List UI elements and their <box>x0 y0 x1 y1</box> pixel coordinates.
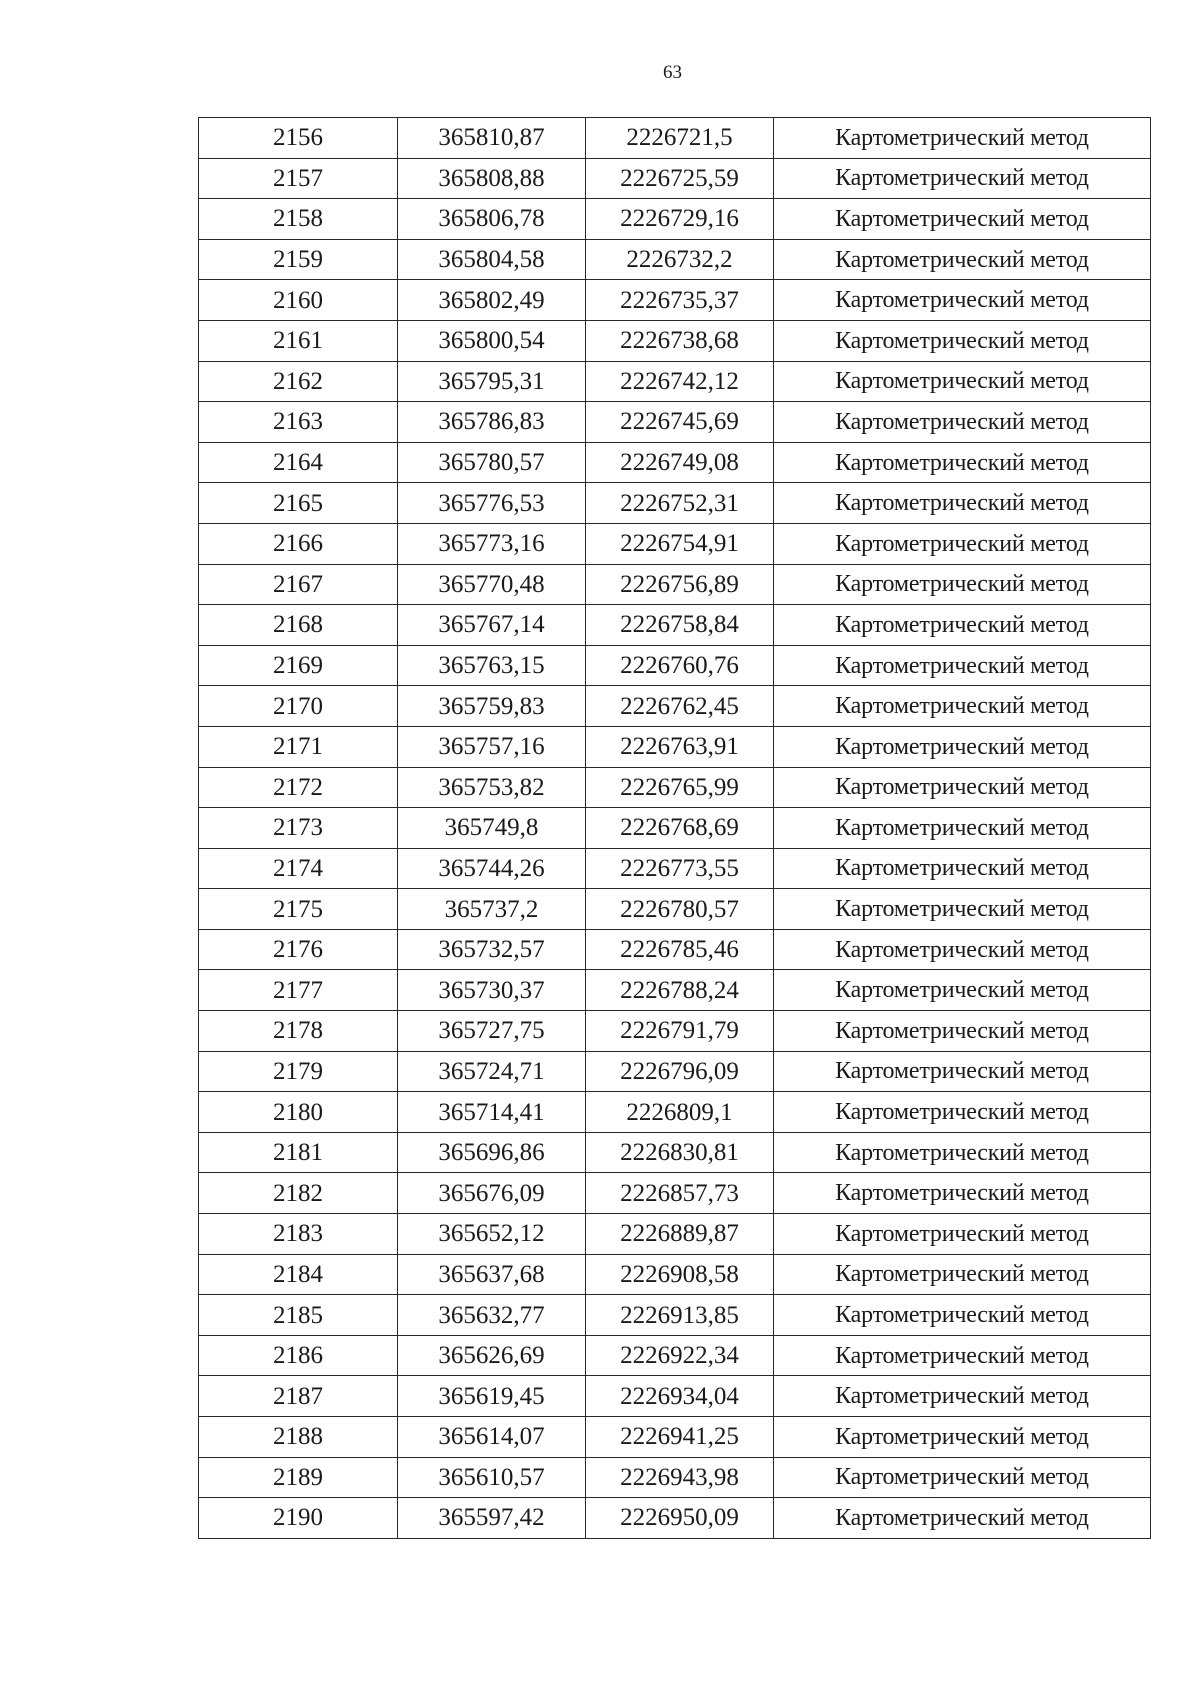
table-row <box>199 605 1151 646</box>
x-coordinate-cell: 365757,16 <box>398 726 586 767</box>
y-coordinate-cell: 2226756,89 <box>586 564 774 605</box>
x-coordinate-cell: 365696,86 <box>398 1132 586 1173</box>
y-coordinate-cell: 2226950,09 <box>586 1498 774 1539</box>
point-number-cell: 2176 <box>199 929 398 970</box>
coordinates-table <box>198 117 1151 1539</box>
y-coordinate-cell: 2226788,24 <box>586 970 774 1011</box>
point-number-cell: 2166 <box>199 523 398 564</box>
point-number-cell: 2167 <box>199 564 398 605</box>
table-row <box>199 280 1151 321</box>
method-cell: Картометрический метод <box>774 1173 1151 1214</box>
x-coordinate-cell: 365652,12 <box>398 1214 586 1255</box>
x-coordinate-cell: 365800,54 <box>398 320 586 361</box>
point-number-cell: 2187 <box>199 1376 398 1417</box>
method-cell: Картометрический метод <box>774 929 1151 970</box>
y-coordinate-cell: 2226941,25 <box>586 1417 774 1458</box>
table-row <box>199 970 1151 1011</box>
x-coordinate-cell: 365770,48 <box>398 564 586 605</box>
table-row <box>199 361 1151 402</box>
table-row <box>199 118 1151 159</box>
x-coordinate-cell: 365776,53 <box>398 483 586 524</box>
point-number-cell: 2172 <box>199 767 398 808</box>
y-coordinate-cell: 2226785,46 <box>586 929 774 970</box>
x-coordinate-cell: 365753,82 <box>398 767 586 808</box>
table-row <box>199 645 1151 686</box>
point-number-cell: 2179 <box>199 1051 398 1092</box>
y-coordinate-cell: 2226762,45 <box>586 686 774 727</box>
point-number-cell: 2168 <box>199 605 398 646</box>
x-coordinate-cell: 365759,83 <box>398 686 586 727</box>
point-number-cell: 2157 <box>199 158 398 199</box>
table-row <box>199 239 1151 280</box>
x-coordinate-cell: 365737,2 <box>398 889 586 930</box>
table-row <box>199 158 1151 199</box>
method-cell: Картометрический метод <box>774 523 1151 564</box>
table-row <box>199 1092 1151 1133</box>
table-row <box>199 1335 1151 1376</box>
point-number-cell: 2189 <box>199 1457 398 1498</box>
point-number-cell: 2156 <box>199 118 398 159</box>
point-number-cell: 2162 <box>199 361 398 402</box>
method-cell: Картометрический метод <box>774 280 1151 321</box>
y-coordinate-cell: 2226760,76 <box>586 645 774 686</box>
x-coordinate-cell: 365744,26 <box>398 848 586 889</box>
method-cell: Картометрический метод <box>774 767 1151 808</box>
point-number-cell: 2164 <box>199 442 398 483</box>
y-coordinate-cell: 2226752,31 <box>586 483 774 524</box>
x-coordinate-cell: 365714,41 <box>398 1092 586 1133</box>
y-coordinate-cell: 2226934,04 <box>586 1376 774 1417</box>
table-row <box>199 564 1151 605</box>
coordinates-table-body <box>199 118 1151 1539</box>
table-row <box>199 929 1151 970</box>
method-cell: Картометрический метод <box>774 1051 1151 1092</box>
point-number-cell: 2180 <box>199 1092 398 1133</box>
method-cell: Картометрический метод <box>774 686 1151 727</box>
y-coordinate-cell: 2226780,57 <box>586 889 774 930</box>
method-cell: Картометрический метод <box>774 118 1151 159</box>
method-cell: Картометрический метод <box>774 970 1151 1011</box>
method-cell: Картометрический метод <box>774 442 1151 483</box>
point-number-cell: 2188 <box>199 1417 398 1458</box>
y-coordinate-cell: 2226908,58 <box>586 1254 774 1295</box>
y-coordinate-cell: 2226725,59 <box>586 158 774 199</box>
table-row <box>199 1376 1151 1417</box>
y-coordinate-cell: 2226768,69 <box>586 808 774 849</box>
method-cell: Картометрический метод <box>774 158 1151 199</box>
table-row <box>199 402 1151 443</box>
x-coordinate-cell: 365808,88 <box>398 158 586 199</box>
x-coordinate-cell: 365676,09 <box>398 1173 586 1214</box>
table-row <box>199 523 1151 564</box>
point-number-cell: 2160 <box>199 280 398 321</box>
method-cell: Картометрический метод <box>774 889 1151 930</box>
table-row <box>199 686 1151 727</box>
y-coordinate-cell: 2226763,91 <box>586 726 774 767</box>
table-row <box>199 1051 1151 1092</box>
y-coordinate-cell: 2226857,73 <box>586 1173 774 1214</box>
table-row <box>199 1457 1151 1498</box>
x-coordinate-cell: 365632,77 <box>398 1295 586 1336</box>
x-coordinate-cell: 365773,16 <box>398 523 586 564</box>
table-row <box>199 889 1151 930</box>
method-cell: Картометрический метод <box>774 1092 1151 1133</box>
x-coordinate-cell: 365780,57 <box>398 442 586 483</box>
x-coordinate-cell: 365610,57 <box>398 1457 586 1498</box>
y-coordinate-cell: 2226922,34 <box>586 1335 774 1376</box>
y-coordinate-cell: 2226943,98 <box>586 1457 774 1498</box>
x-coordinate-cell: 365619,45 <box>398 1376 586 1417</box>
table-row <box>199 767 1151 808</box>
table-row <box>199 1214 1151 1255</box>
y-coordinate-cell: 2226742,12 <box>586 361 774 402</box>
point-number-cell: 2186 <box>199 1335 398 1376</box>
x-coordinate-cell: 365730,37 <box>398 970 586 1011</box>
table-row <box>199 442 1151 483</box>
method-cell: Картометрический метод <box>774 1498 1151 1539</box>
point-number-cell: 2182 <box>199 1173 398 1214</box>
table-row <box>199 808 1151 849</box>
method-cell: Картометрический метод <box>774 1214 1151 1255</box>
table-row <box>199 483 1151 524</box>
point-number-cell: 2185 <box>199 1295 398 1336</box>
point-number-cell: 2170 <box>199 686 398 727</box>
point-number-cell: 2183 <box>199 1214 398 1255</box>
method-cell: Картометрический метод <box>774 1457 1151 1498</box>
x-coordinate-cell: 365804,58 <box>398 239 586 280</box>
table-row <box>199 848 1151 889</box>
x-coordinate-cell: 365727,75 <box>398 1011 586 1052</box>
method-cell: Картометрический метод <box>774 239 1151 280</box>
x-coordinate-cell: 365763,15 <box>398 645 586 686</box>
y-coordinate-cell: 2226721,5 <box>586 118 774 159</box>
method-cell: Картометрический метод <box>774 726 1151 767</box>
y-coordinate-cell: 2226754,91 <box>586 523 774 564</box>
method-cell: Картометрический метод <box>774 848 1151 889</box>
point-number-cell: 2173 <box>199 808 398 849</box>
y-coordinate-cell: 2226796,09 <box>586 1051 774 1092</box>
y-coordinate-cell: 2226913,85 <box>586 1295 774 1336</box>
method-cell: Картометрический метод <box>774 320 1151 361</box>
method-cell: Картометрический метод <box>774 1295 1151 1336</box>
x-coordinate-cell: 365732,57 <box>398 929 586 970</box>
point-number-cell: 2181 <box>199 1132 398 1173</box>
point-number-cell: 2174 <box>199 848 398 889</box>
method-cell: Картометрический метод <box>774 605 1151 646</box>
table-row <box>199 1417 1151 1458</box>
table-row <box>199 199 1151 240</box>
point-number-cell: 2158 <box>199 199 398 240</box>
x-coordinate-cell: 365724,71 <box>398 1051 586 1092</box>
method-cell: Картометрический метод <box>774 1132 1151 1173</box>
x-coordinate-cell: 365637,68 <box>398 1254 586 1295</box>
point-number-cell: 2171 <box>199 726 398 767</box>
y-coordinate-cell: 2226749,08 <box>586 442 774 483</box>
y-coordinate-cell: 2226745,69 <box>586 402 774 443</box>
method-cell: Картометрический метод <box>774 564 1151 605</box>
method-cell: Картометрический метод <box>774 1417 1151 1458</box>
y-coordinate-cell: 2226889,87 <box>586 1214 774 1255</box>
method-cell: Картометрический метод <box>774 483 1151 524</box>
table-row <box>199 726 1151 767</box>
point-number-cell: 2159 <box>199 239 398 280</box>
table-row <box>199 1173 1151 1214</box>
point-number-cell: 2165 <box>199 483 398 524</box>
x-coordinate-cell: 365767,14 <box>398 605 586 646</box>
table-row <box>199 320 1151 361</box>
point-number-cell: 2161 <box>199 320 398 361</box>
method-cell: Картометрический метод <box>774 1376 1151 1417</box>
x-coordinate-cell: 365614,07 <box>398 1417 586 1458</box>
method-cell: Картометрический метод <box>774 199 1151 240</box>
point-number-cell: 2184 <box>199 1254 398 1295</box>
point-number-cell: 2175 <box>199 889 398 930</box>
table-row <box>199 1011 1151 1052</box>
point-number-cell: 2163 <box>199 402 398 443</box>
method-cell: Картометрический метод <box>774 1335 1151 1376</box>
y-coordinate-cell: 2226791,79 <box>586 1011 774 1052</box>
y-coordinate-cell: 2226830,81 <box>586 1132 774 1173</box>
table-row <box>199 1132 1151 1173</box>
table-row <box>199 1254 1151 1295</box>
point-number-cell: 2169 <box>199 645 398 686</box>
y-coordinate-cell: 2226773,55 <box>586 848 774 889</box>
x-coordinate-cell: 365597,42 <box>398 1498 586 1539</box>
y-coordinate-cell: 2226758,84 <box>586 605 774 646</box>
y-coordinate-cell: 2226735,37 <box>586 280 774 321</box>
point-number-cell: 2178 <box>199 1011 398 1052</box>
page-number: 63 <box>663 62 682 83</box>
y-coordinate-cell: 2226809,1 <box>586 1092 774 1133</box>
y-coordinate-cell: 2226732,2 <box>586 239 774 280</box>
y-coordinate-cell: 2226729,16 <box>586 199 774 240</box>
point-number-cell: 2177 <box>199 970 398 1011</box>
method-cell: Картометрический метод <box>774 808 1151 849</box>
x-coordinate-cell: 365806,78 <box>398 199 586 240</box>
method-cell: Картометрический метод <box>774 1011 1151 1052</box>
table-row <box>199 1295 1151 1336</box>
method-cell: Картометрический метод <box>774 645 1151 686</box>
point-number-cell: 2190 <box>199 1498 398 1539</box>
x-coordinate-cell: 365795,31 <box>398 361 586 402</box>
x-coordinate-cell: 365626,69 <box>398 1335 586 1376</box>
method-cell: Картометрический метод <box>774 361 1151 402</box>
x-coordinate-cell: 365802,49 <box>398 280 586 321</box>
method-cell: Картометрический метод <box>774 402 1151 443</box>
x-coordinate-cell: 365810,87 <box>398 118 586 159</box>
y-coordinate-cell: 2226738,68 <box>586 320 774 361</box>
x-coordinate-cell: 365749,8 <box>398 808 586 849</box>
x-coordinate-cell: 365786,83 <box>398 402 586 443</box>
y-coordinate-cell: 2226765,99 <box>586 767 774 808</box>
method-cell: Картометрический метод <box>774 1254 1151 1295</box>
table-row <box>199 1498 1151 1539</box>
